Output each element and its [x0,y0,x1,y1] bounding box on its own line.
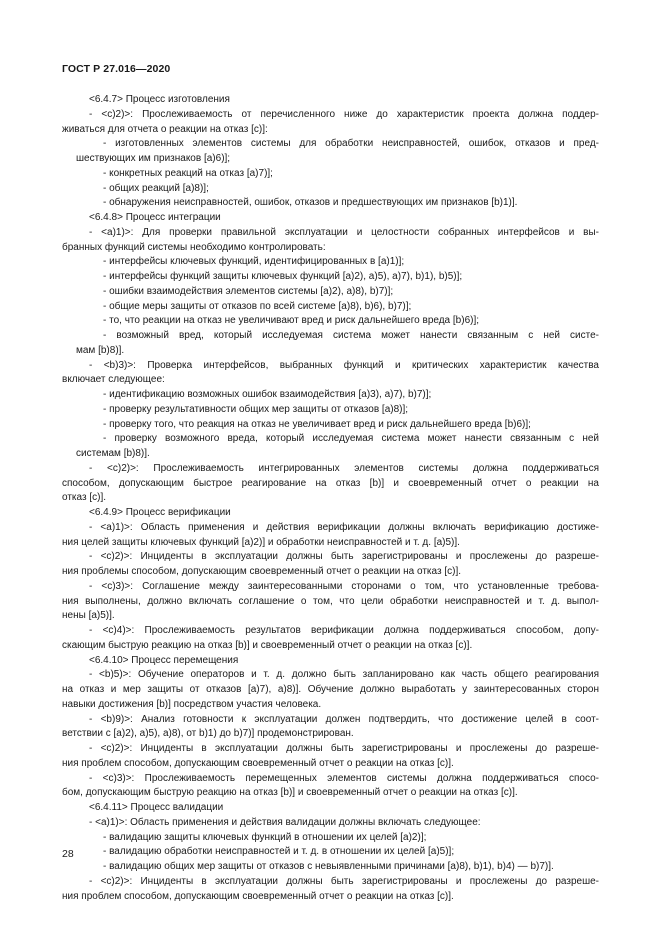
text-line: - проверку того, что реакция на отказ не увеличивает вред и риск дальнейшего вреда [b)6)]; [103,418,531,430]
text-line: отказ [c)]. [62,492,106,504]
text-line: ветствии с [a)2), a)5), a)8), от b)1) до b)7)] продемонстрирован. [62,728,354,740]
text-line: шествующих им признаков [a)6)]; [76,153,231,164]
text-line: - <c)3)>: Прослеживаемость перемещенных элементов системы должна поддерживаться спосо- [89,772,599,784]
text-line: <6.4.7> Процесс изготовления [89,94,230,105]
text-line: - проверку возможного вреда, который исследуемая система может нанести связанным с ней [103,433,599,445]
text-line: - <a)1)>: Область применения и действия верификации должны включать верификацию достиже- [89,521,599,533]
text-line: - то, что реакции на отказ не увеличивают вред и риск дальнейшего вреда [b)6)]; [103,315,480,327]
text-line: ния проблем способом, допускающим своевременный отчет о реакции на отказ [c)]. [62,757,454,769]
text-line: - обнаружения неисправностей, ошибок, отказов и предшествующих им признаков [b)1)]. [103,197,518,209]
text-line: ния проблемы способом, допускающим своевременный отчет о реакции на отказ [c)]. [62,566,461,577]
text-line: <6.4.11> Процесс валидации [89,802,224,813]
text-line: - <b)3)>: Проверка интерфейсов, выбранных функций и критических характеристик качества [89,359,599,371]
text-line: - проверку результативности общих мер защиты от отказов [a)8)]; [103,403,409,415]
text-line: - <c)2)>: Прослеживаемость от перечисленного ниже до характеристик проекта должна поддер- [89,108,599,120]
text-line: системам [b)8)]. [76,448,150,459]
text-line: - <b)5)>: Обучение операторов и т. д. должно быть запланировано как часть общего реагирования [89,669,599,681]
text-line: - ошибки взаимодействия элементов системы [a)2), a)8), b)7)]; [103,285,394,297]
text-line: на отказ и мер защиты от отказов [a)7), a)8)]. Обучение должно выработать у заинтересованных сторон [62,684,599,695]
page-number: 28 [62,848,74,860]
text-line: - валидацию обработки неисправностей и т. д. в отношении их целей [a)5)]; [103,846,455,858]
text-line: живаться для отчета о реакции на отказ [c)]: [62,123,268,135]
text-line: - валидацию защиты ключевых функций в отношении их целей [a)2)]; [103,831,427,843]
text-line: - возможный вред, который исследуемая система может нанести связанным с ней систе- [103,330,599,341]
text-line: - <c)2)>: Инциденты в эксплуатации должны быть зарегистрированы и прослежены до разреше- [89,875,599,887]
text-line: навыки достижения [b)] посредством участия человека. [62,698,322,710]
text-line: скающим быструю реакцию на отказ [b)] и своевременный отчет о реакции на отказ [c)]. [62,639,473,651]
text-line: - идентификацию возможных ошибок взаимодействия [a)3), a)7), b)7)]; [103,389,432,400]
text-line: - <c)2)>: Инциденты в эксплуатации должны быть зарегистрированы и прослежены до разреше- [89,743,599,754]
text-line: - общие меры защиты от отказов по всей системе [a)8), b)6), b)7)]; [103,300,412,312]
text-line: - <c)3)>: Соглашение между заинтересованными сторонами о том, что установленные требова- [89,580,599,592]
text-line: - <c)2)>: Прослеживаемость интегрированных элементов системы должна поддерживаться [89,462,599,474]
text-line: включает следующее: [62,374,165,386]
text-line: - валидацию общих мер защиты от отказов с невыявленными причинами [a)8), b)1), b)4) — b)7)]. [103,861,554,872]
text-line: бранных функций системы необходимо контролировать: [62,241,326,253]
document-body [62,93,599,904]
text-line: ния целей защиты ключевых функций [a)2)] и обработки неисправностей и т. д. [a)5)]. [62,536,460,548]
text-line: - конкретных реакций на отказ [a)7)]; [103,167,273,179]
text-line: - изготовленных элементов системы для обработки неисправностей, ошибок, отказов и пред- [103,138,599,150]
text-line: - <a)1)>: Область применения и действия валидации должны включать следующее: [89,816,481,828]
text-line: ния выполнены, должно включать соглашение о том, что цели обработки неисправностей и т. д. выпол- [62,595,599,607]
text-line: - <c)4)>: Прослеживаемость результатов верификации должна поддерживаться способом, допу- [89,625,599,636]
text-line: <6.4.9> Процесс верификации [89,507,231,518]
text-line: бом, допускающим быструю реакцию на отказ [b)] и своевременный отчет о реакции на отказ [c)]. [62,787,518,799]
text-line: - <c)2)>: Инциденты в эксплуатации должны быть зарегистрированы и прослежены до разреше- [89,551,599,563]
text-line: способом, допускающим быстрое реагирование на отказ [b)] и своевременный отчет о реакции на [62,477,599,489]
standard-header: ГОСТ Р 27.016—2020 [62,63,171,75]
text-line: ния проблем способом, допускающим своевременный отчет о реакции на отказ [c)]. [62,890,454,902]
text-line: <6.4.10> Процесс перемещения [89,654,239,666]
text-line: - <b)9)>: Анализ готовности к эксплуатации должен подтвердить, что достижение целей в соот- [89,713,599,725]
text-line: - интерфейсы ключевых функций, идентифицированных в [a)1)]; [103,256,405,268]
text-line: - интерфейсы функций защиты ключевых функций [a)2), a)5), a)7), b)1), b)5)]; [103,271,463,282]
text-line: - <a)1)>: Для проверки правильной эксплуатации и целостности собранных интерфейсов и вы- [89,226,599,238]
text-line: мам [b)8)]. [76,344,125,356]
text-line: <6.4.8> Процесс интеграции [89,212,221,223]
text-line: нены [a)5)]. [62,610,115,622]
text-line: - общих реакций [a)8)]; [103,182,209,194]
